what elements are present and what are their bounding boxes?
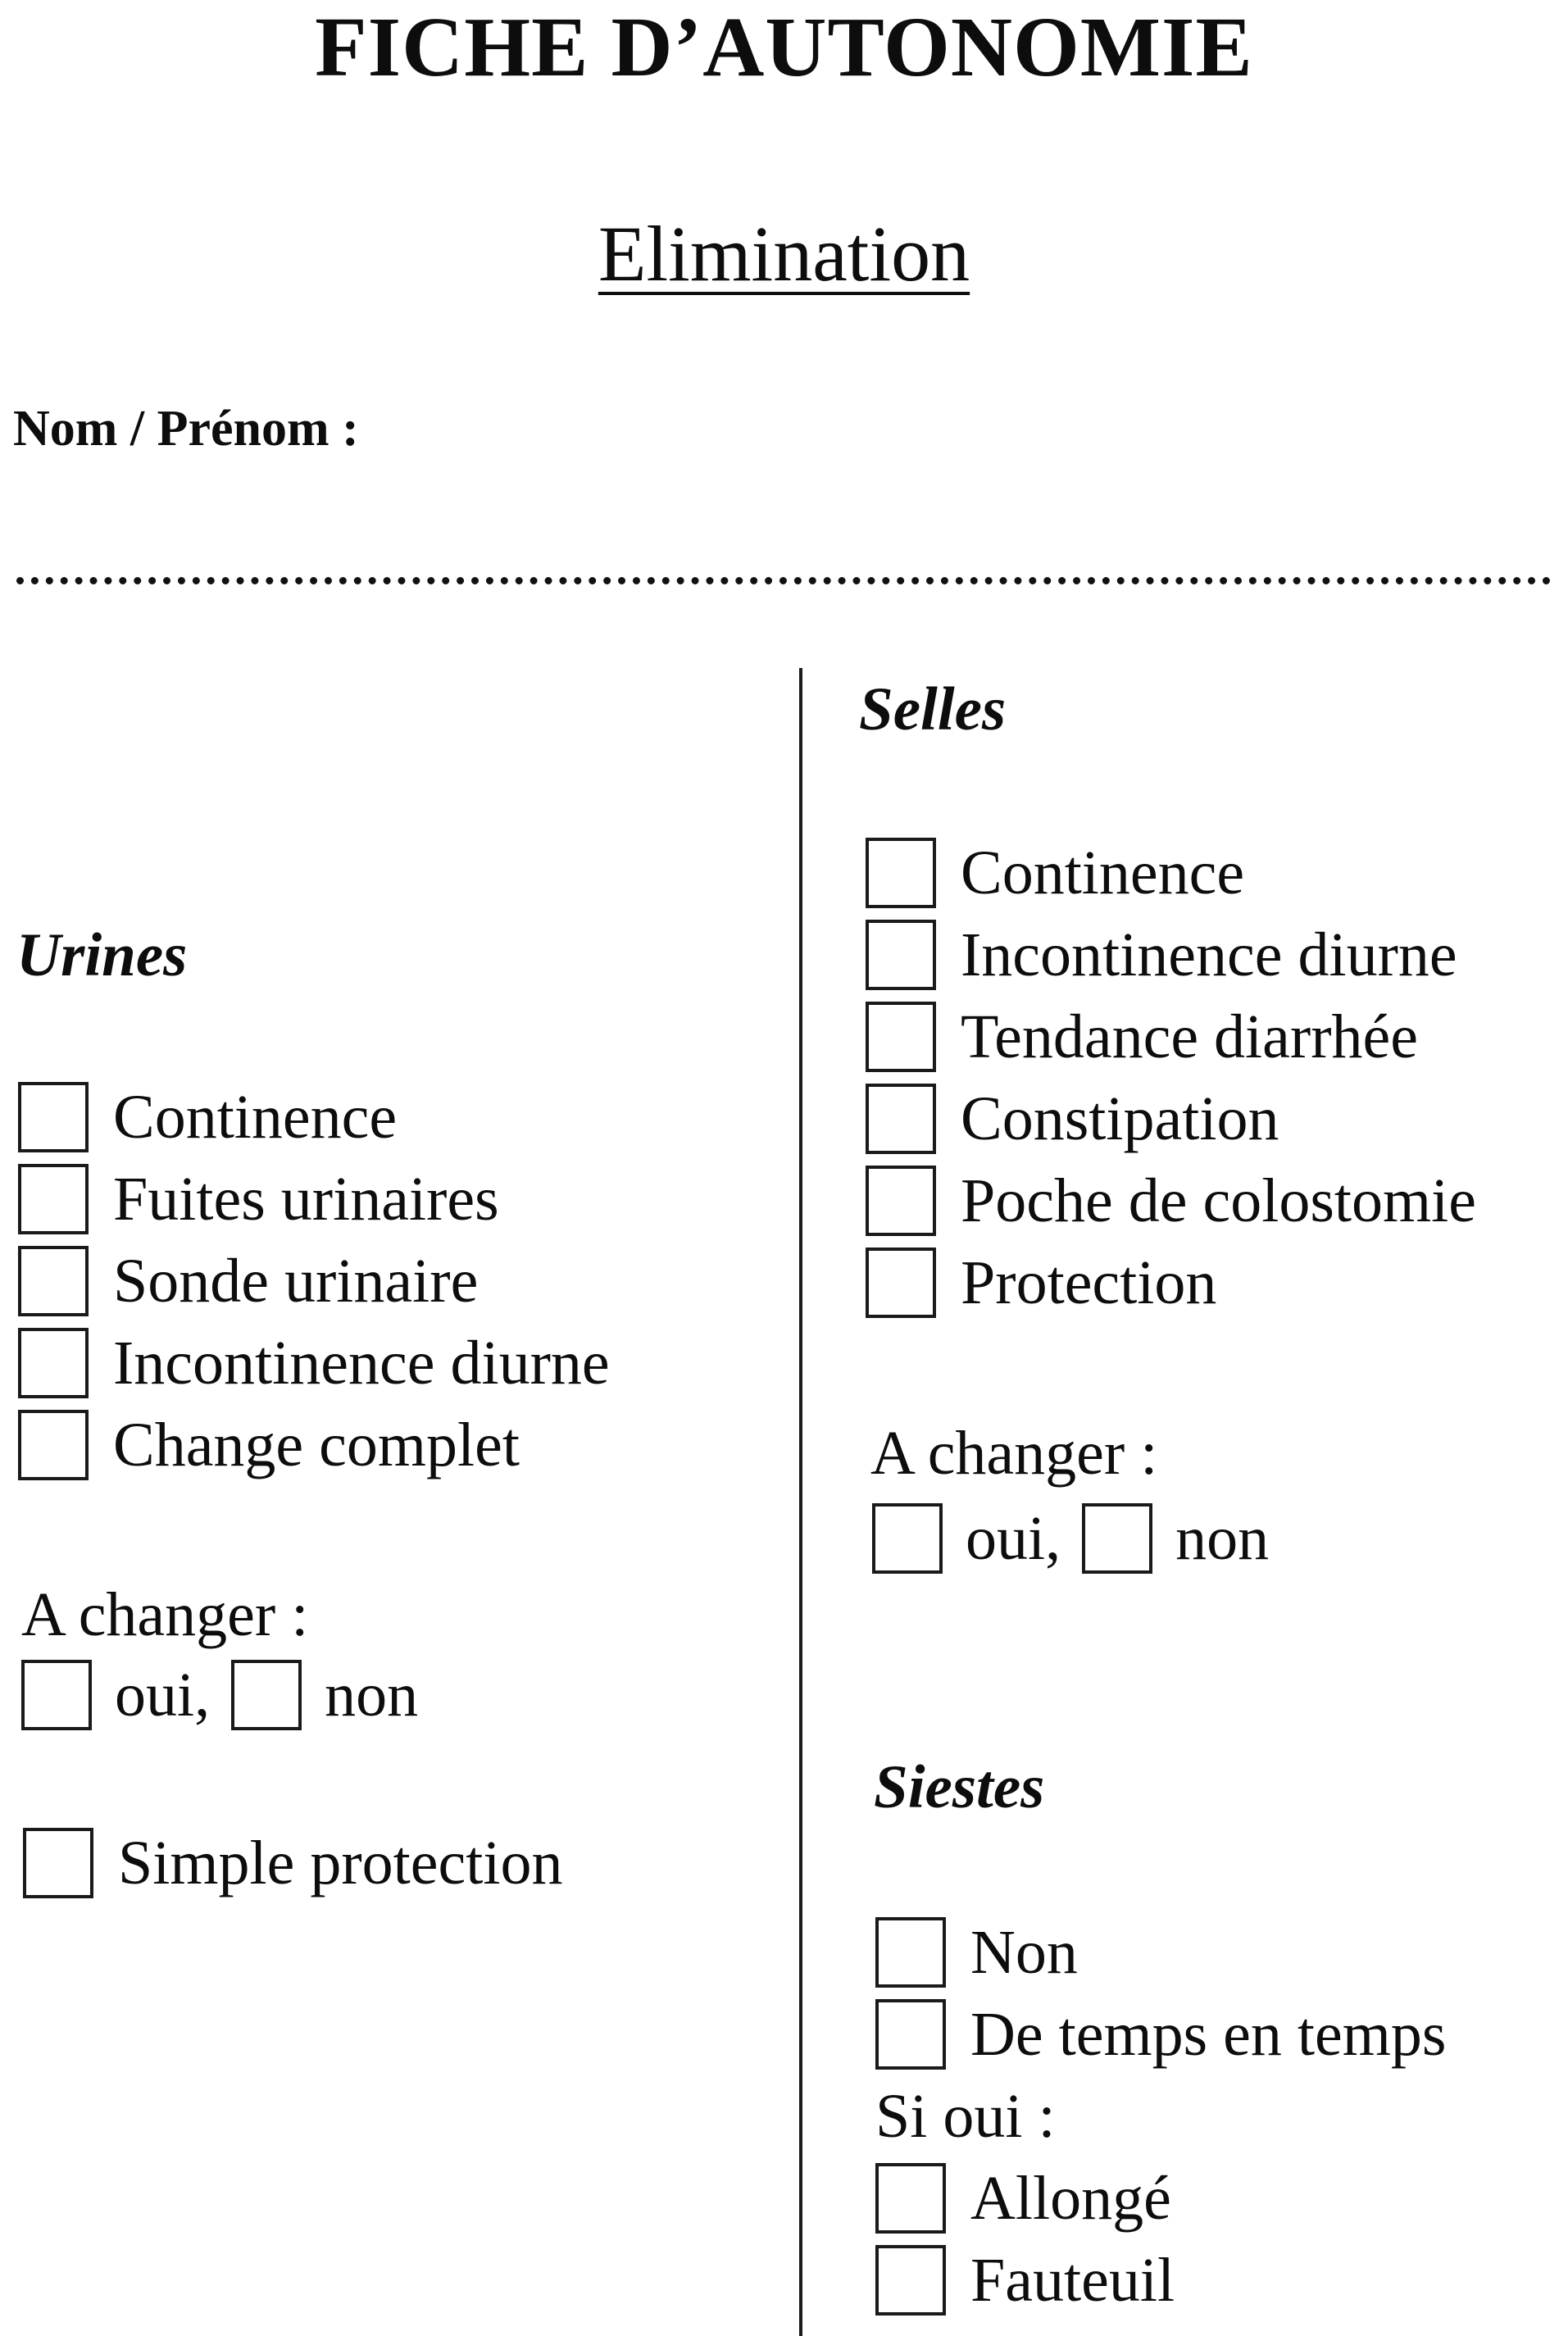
subtitle-text: Elimination xyxy=(598,210,970,298)
checkbox[interactable] xyxy=(866,1248,936,1318)
siestes-item-fauteuil[interactable] xyxy=(875,2239,1446,2321)
urines-yes-label: oui, xyxy=(115,1661,211,1729)
urines-to-change-options xyxy=(21,1654,418,1736)
selles-no-checkbox[interactable] xyxy=(1082,1503,1152,1574)
checkbox-label: Poche de colostomie xyxy=(961,1166,1476,1235)
selles-item-continence[interactable] xyxy=(866,832,1476,914)
name-field-dotted-line[interactable] xyxy=(16,577,1551,584)
selles-item-protection[interactable] xyxy=(866,1242,1476,1324)
checkbox-label: Sonde urinaire xyxy=(113,1247,479,1316)
selles-item-constipation[interactable] xyxy=(866,1078,1476,1160)
page-title: FICHE D’AUTONOMIE xyxy=(315,0,1253,94)
siestes-item-non[interactable] xyxy=(875,1911,1446,1993)
siestes-item-de-temps-en-temps[interactable] xyxy=(875,1993,1446,2075)
selles-yes-checkbox[interactable] xyxy=(872,1503,943,1574)
checkbox-label: Change complet xyxy=(113,1411,520,1479)
checkbox[interactable] xyxy=(866,920,936,990)
checkbox[interactable] xyxy=(23,1828,93,1898)
selles-item-tendance-diarrhee[interactable] xyxy=(866,996,1476,1078)
checkbox-label: Continence xyxy=(961,839,1245,907)
checkbox[interactable] xyxy=(18,1328,89,1398)
checkbox-label: Fuites urinaires xyxy=(113,1165,499,1234)
checkbox[interactable] xyxy=(866,838,936,908)
column-divider xyxy=(799,668,802,2336)
checkbox-label: Continence xyxy=(113,1083,398,1152)
urines-heading: Urines xyxy=(16,921,188,989)
selles-item-poche-de-colostomie[interactable] xyxy=(866,1160,1476,1242)
selles-yes-label: oui, xyxy=(966,1504,1061,1573)
siestes-heading: Siestes xyxy=(874,1753,1045,1821)
selles-heading: Selles xyxy=(859,675,1007,743)
checkbox[interactable] xyxy=(18,1164,89,1234)
urines-item-continence[interactable] xyxy=(18,1076,610,1158)
checkbox-label: Allongé xyxy=(970,2164,1171,2233)
selles-no-label: non xyxy=(1175,1504,1270,1573)
urines-item-simple-protection[interactable] xyxy=(23,1822,562,1904)
urines-item-incontinence-diurne[interactable] xyxy=(18,1322,610,1404)
siestes-checklist xyxy=(875,1911,1446,2321)
urines-to-change-label: A changer : xyxy=(21,1580,309,1649)
siestes-if-yes-row xyxy=(875,2075,1446,2157)
selles-to-change-options xyxy=(872,1497,1269,1579)
urines-yes-checkbox[interactable] xyxy=(21,1660,92,1730)
urines-checklist xyxy=(18,1076,610,1486)
checkbox-label: Protection xyxy=(961,1248,1217,1317)
checkbox-label: Fauteuil xyxy=(970,2246,1175,2315)
checkbox[interactable] xyxy=(866,1166,936,1236)
page-subtitle xyxy=(0,210,1568,298)
selles-checklist xyxy=(866,832,1476,1324)
urines-no-label: non xyxy=(325,1661,419,1729)
checkbox-label: Incontinence diurne xyxy=(961,920,1457,989)
name-field-label: Nom / Prénom : xyxy=(13,401,359,457)
selles-to-change-label: A changer : xyxy=(870,1419,1158,1488)
checkbox-label: Tendance diarrhée xyxy=(961,1002,1418,1071)
checkbox[interactable] xyxy=(875,2245,946,2316)
checkbox-label: Constipation xyxy=(961,1084,1279,1153)
siestes-if-yes-label: Si oui : xyxy=(875,2082,1056,2151)
urines-no-checkbox[interactable] xyxy=(231,1660,302,1730)
checkbox[interactable] xyxy=(866,1084,936,1154)
urines-item-sonde-urinaire[interactable] xyxy=(18,1240,610,1322)
checkbox[interactable] xyxy=(875,1999,946,2070)
checkbox[interactable] xyxy=(866,1002,936,1072)
selles-item-incontinence-diurne[interactable] xyxy=(866,914,1476,996)
urines-item-fuites-urinaires[interactable] xyxy=(18,1158,610,1240)
checkbox-label: Simple protection xyxy=(118,1829,563,1897)
checkbox-label: De temps en temps xyxy=(970,2000,1447,2069)
siestes-item-allonge[interactable] xyxy=(875,2157,1446,2239)
checkbox-label: Non xyxy=(970,1918,1078,1987)
checkbox[interactable] xyxy=(18,1410,89,1480)
checkbox[interactable] xyxy=(875,1917,946,1988)
checkbox-label: Incontinence diurne xyxy=(113,1329,610,1398)
checkbox[interactable] xyxy=(18,1082,89,1152)
checkbox[interactable] xyxy=(875,2163,946,2234)
urines-item-change-complet[interactable] xyxy=(18,1404,610,1486)
checkbox[interactable] xyxy=(18,1246,89,1316)
